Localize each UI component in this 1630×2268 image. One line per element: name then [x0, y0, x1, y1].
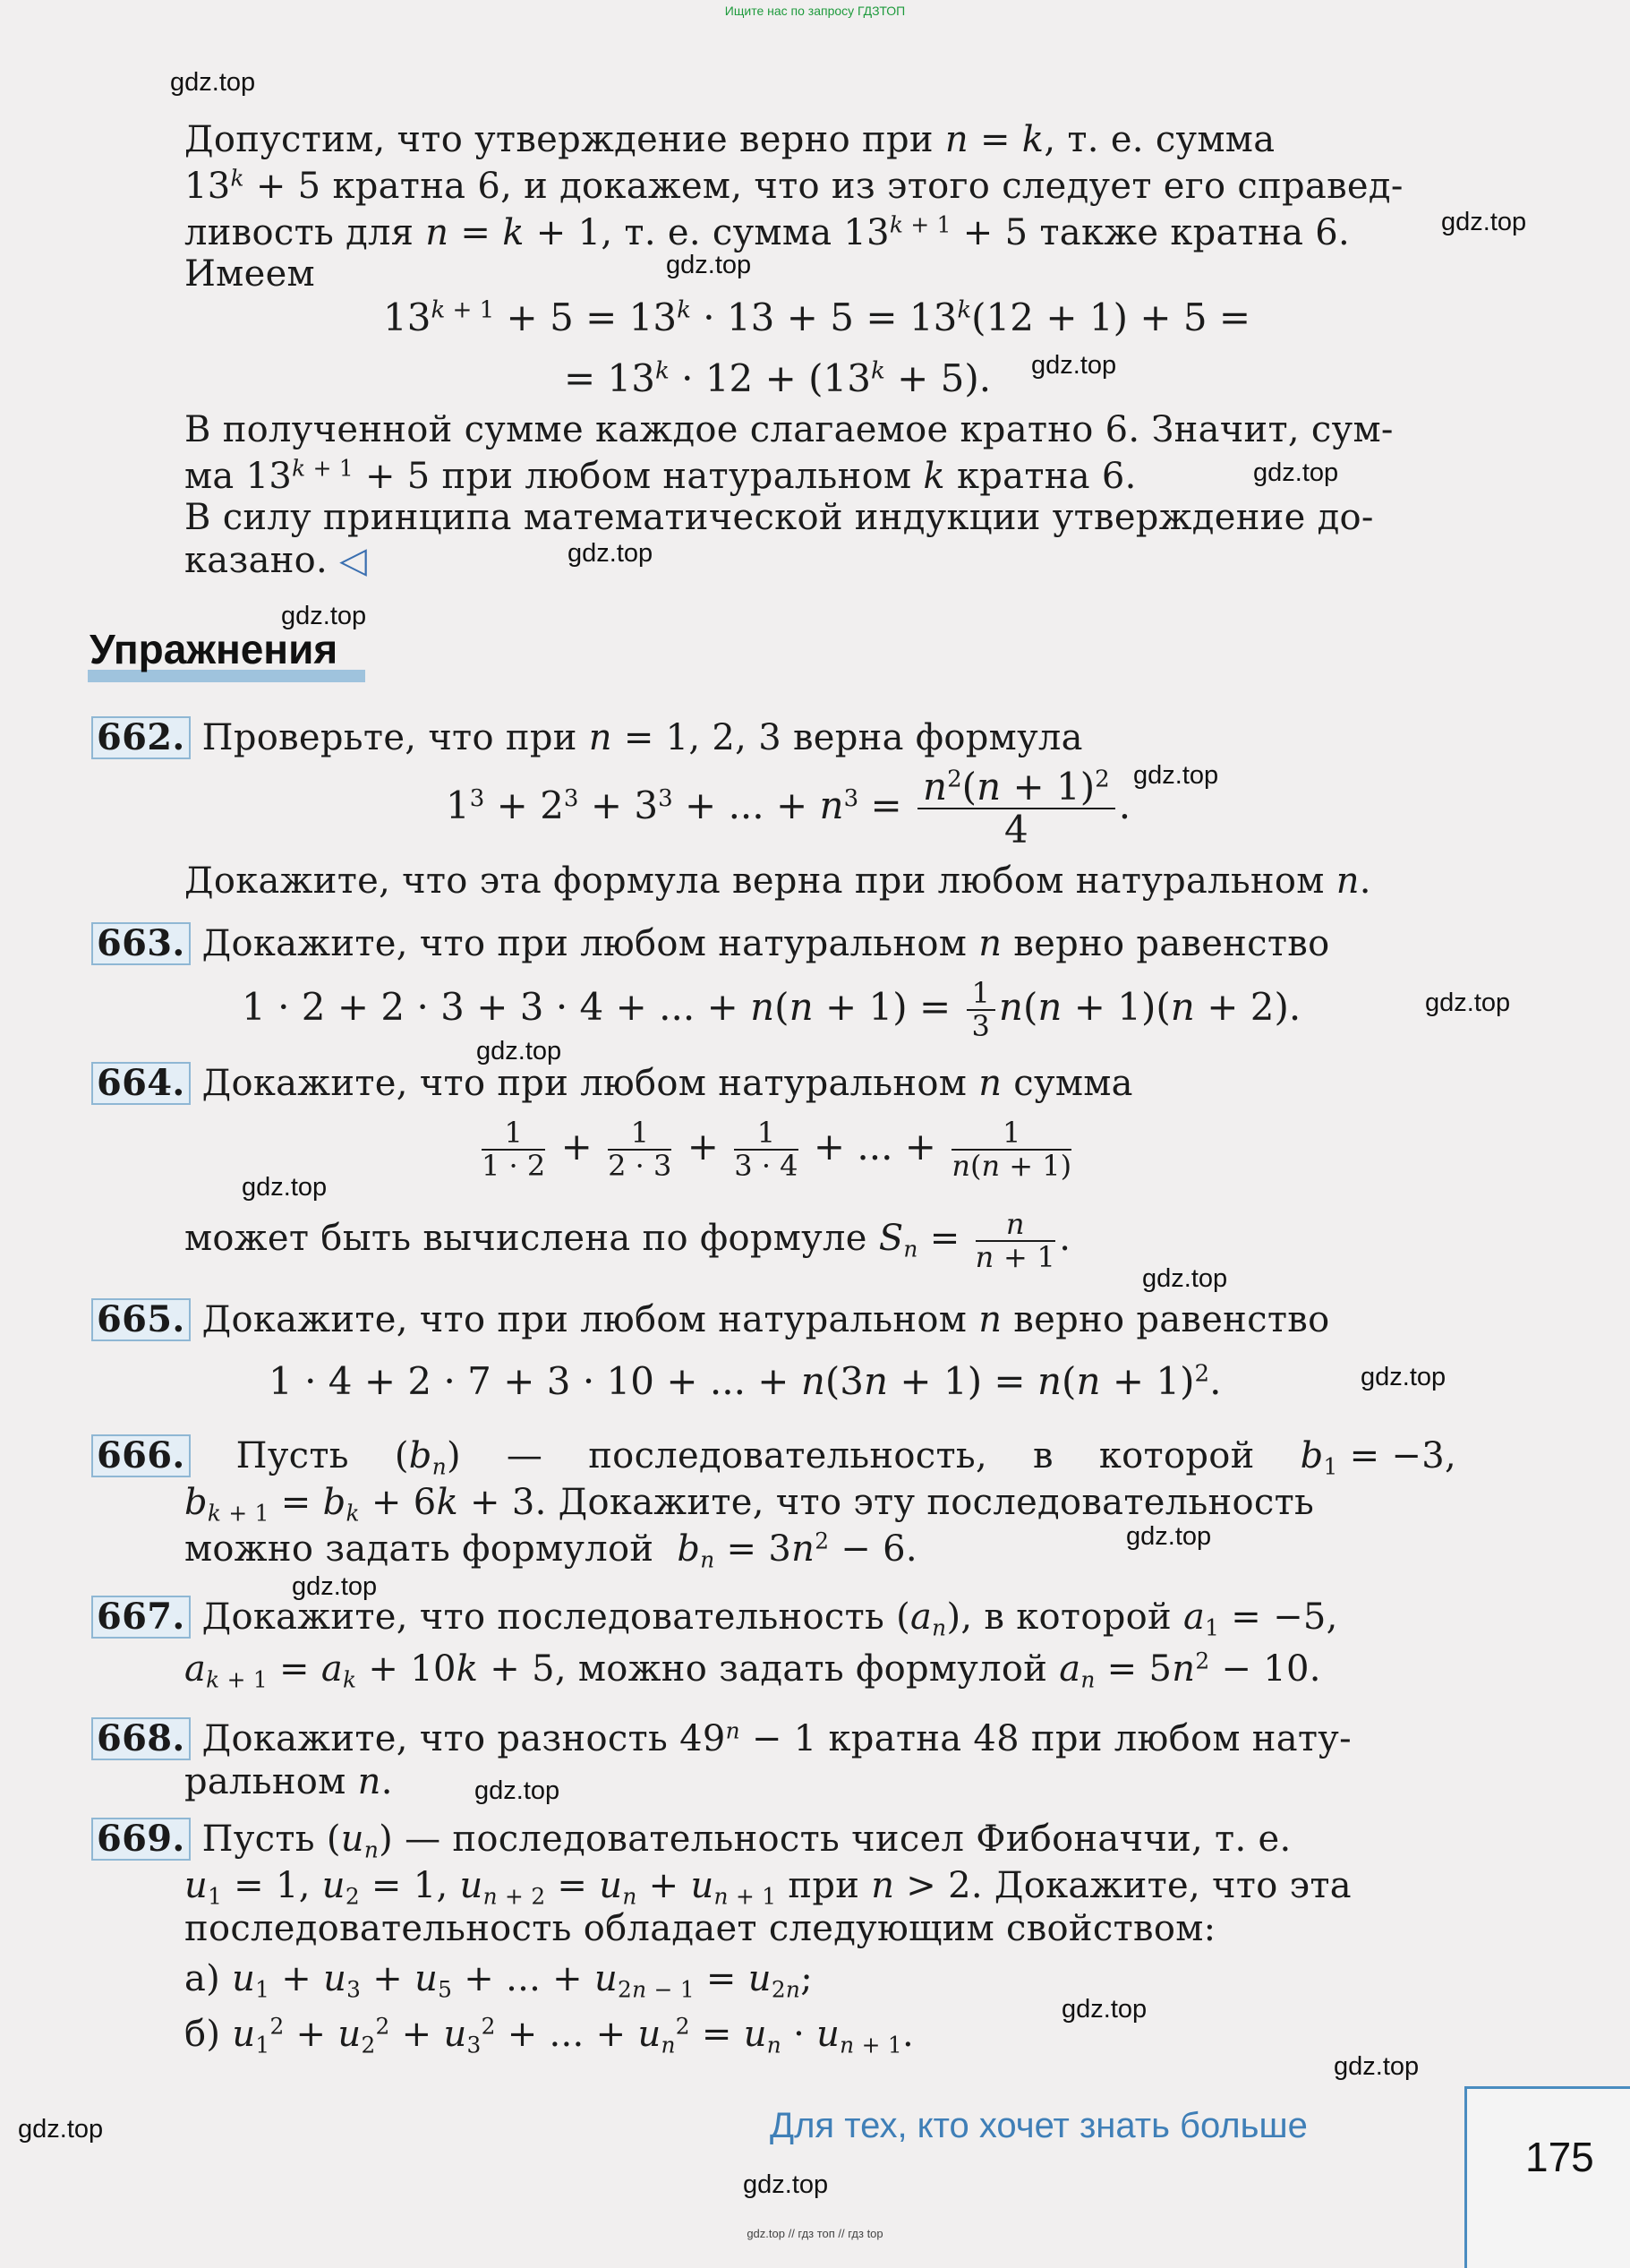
watermark: gdz.top: [476, 1037, 562, 1066]
watermark: gdz.top: [1425, 989, 1511, 1017]
watermark: gdz.top: [170, 68, 256, 97]
exercise-line: $a_{k + 1} = a_k + 10k + 5$, можно задать формулой $a_n = 5n^2 - 10$.: [184, 1648, 1321, 1693]
watermark: gdz.top: [1031, 351, 1117, 380]
watermark: gdz.top: [1142, 1264, 1228, 1293]
section-title: Упражнения: [90, 626, 338, 672]
formula: 1 · 4 + 2 · 7 + 3 · 10 + ... + $n(3n + 1) = n(n + 1)^2$.: [269, 1359, 1222, 1403]
exercise-line: ральном n.: [184, 1761, 393, 1802]
page-number: 175: [1525, 2134, 1594, 2180]
watermark: gdz.top: [1062, 1995, 1148, 2024]
exercise-number: 664.: [91, 1062, 191, 1105]
watermark: gdz.top: [666, 251, 752, 279]
end-of-proof-icon: ◁: [339, 540, 368, 581]
proof-line: Имеем: [184, 253, 315, 295]
exercise-669: 669. Пусть $(u_n)$ — последовательность чисел Фибоначчи, т. е.: [91, 1818, 1292, 1861]
exercise-line: последовательность обладает следующим свойством:: [184, 1908, 1216, 1949]
exercise-item-b: б) $u_1^2 + u_2^2 + u_3^2$ + ... + $u_n^2 = u_n \cdot u_{n + 1}$.: [184, 2013, 914, 2058]
proof-line: ливость для n = k + 1, т. е. сумма $13^{k + 1} + 5$ также кратна 6.: [184, 211, 1351, 253]
watermark: gdz.top: [281, 602, 367, 630]
formula: 1 · 2 + 2 · 3 + 3 · 4 + ... + n(n + 1) = $\frac{1}{3}$ n(n + 1)(n + 2).: [242, 976, 1301, 1044]
formula: $1^3 + 2^3 + 3^3$ + ... + $n^3$ = $\frac{n^2(n + 1)^2}{4}$ .: [446, 765, 1131, 852]
watermark: gdz.top: [1253, 458, 1339, 487]
watermark: gdz.top: [1361, 1363, 1447, 1391]
footer-text: Для тех, кто хочет знать больше: [770, 2106, 1308, 2145]
proof-line: ма $13^{k + 1} + 5$ при любом натуральном k кратна 6.: [184, 455, 1137, 497]
exercise-number: 663.: [91, 922, 191, 965]
proof-equation: = $13^k \cdot 12 + (13^k + 5)$.: [564, 356, 992, 400]
proof-line: казано. ◁: [184, 540, 368, 581]
proof-line: $13^k + 5$ кратна 6, и докажем, что из этого следует его справед-: [184, 165, 1404, 207]
watermark: gdz.top: [1334, 2052, 1420, 2081]
exercise-number: 666.: [91, 1434, 191, 1477]
exercise-line: Докажите, что эта формула верна при любом натуральном n.: [184, 860, 1371, 902]
watermark: gdz.top: [292, 1572, 378, 1601]
exercise-line: $b_{k + 1} = b_k + 6k + 3$. Докажите, что эту последовательность: [184, 1482, 1315, 1527]
proof-line: В полученной сумме каждое слагаемое кратно 6. Значит, сум-: [184, 409, 1394, 450]
bottom-banner: gdz.top // гдз топ // гдз top: [747, 2227, 883, 2240]
top-banner: Ищите нас по запросу ГДЗТОП: [724, 4, 906, 18]
exercise-664: 664. Докажите, что при любом натуральном n сумма: [91, 1062, 1133, 1105]
watermark: gdz.top: [743, 2170, 829, 2199]
formula: $\frac{1}{1 \cdot 2}$ + $\frac{1}{2 \cdot 3}$ + $\frac{1}{3 \cdot 4}$ + ... + $\frac{1}{n(n + 1)}$: [482, 1116, 1072, 1184]
exercise-number: 665.: [91, 1298, 191, 1341]
watermark: gdz.top: [242, 1173, 328, 1202]
proof-equation: $13^{k + 1} + 5 = 13^k \cdot 13 + 5 = 13^k(12 + 1) + 5$ =: [383, 295, 1251, 339]
watermark: gdz.top: [474, 1776, 560, 1805]
exercise-line: можно задать формулой $b_n = 3n^2 - 6$.: [184, 1528, 917, 1573]
exercise-663: 663. Докажите, что при любом натуральном n верно равенство: [91, 922, 1329, 965]
watermark: gdz.top: [18, 2115, 104, 2144]
exercise-number: 668.: [91, 1717, 191, 1760]
proof-line: Допустим, что утверждение верно при n = k, т. е. сумма: [184, 119, 1276, 160]
exercise-number: 662.: [91, 716, 191, 759]
exercise-667: 667. Докажите, что последовательность $(a_n)$, в которой $a_1 = -5$,: [91, 1596, 1338, 1639]
proof-line: В силу принципа математической индукции утверждение до-: [184, 497, 1374, 538]
watermark: gdz.top: [1441, 208, 1527, 236]
exercise-line: $u_1 = 1$, $u_2 = 1$, $u_{n + 2} = u_n + u_{n + 1}$ при n > 2. Докажите, что эта: [184, 1865, 1352, 1910]
watermark: gdz.top: [1133, 761, 1219, 790]
exercise-number: 667.: [91, 1596, 191, 1639]
watermark: gdz.top: [1126, 1522, 1212, 1551]
watermark: gdz.top: [568, 539, 653, 568]
exercise-line: может быть вычислена по формуле $S_n$ = $\frac{n}{n + 1}$ .: [184, 1207, 1071, 1275]
exercise-666: 666. Пусть $(b_n)$ — последовательность, в которой $b_1 = -3$,: [91, 1434, 1456, 1477]
exercise-662: 662. Проверьте, что при n = 1, 2, 3 верна формула: [91, 716, 1083, 759]
exercise-668: 668. Докажите, что разность $49^n - 1$ кратна 48 при любом нату-: [91, 1717, 1352, 1760]
exercise-item-a: а) $u_1 + u_3 + u_5$ + ... + $u_{2n - 1} = u_{2n}$;: [184, 1958, 813, 2003]
exercise-665: 665. Докажите, что при любом натуральном n верно равенство: [91, 1298, 1329, 1341]
exercise-number: 669.: [91, 1818, 191, 1861]
